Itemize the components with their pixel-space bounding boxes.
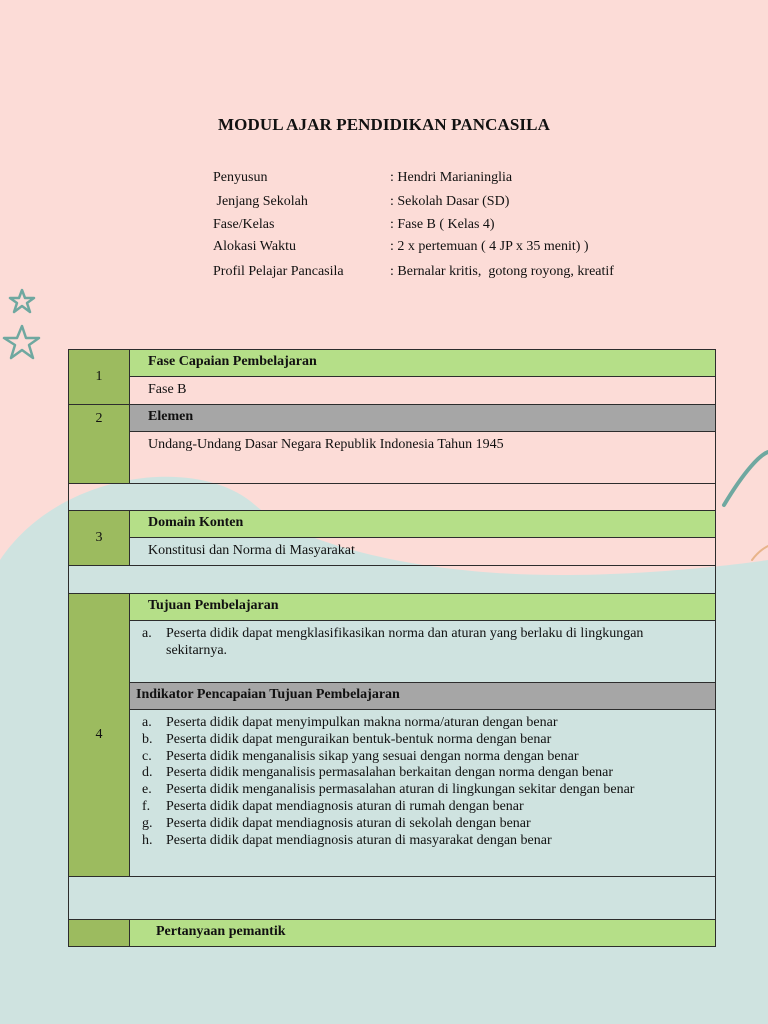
module-table [68, 349, 716, 947]
list-text: Peserta didik dapat mengklasifikasikan norma dan aturan yang berlaku di lingkungan sekitarnya. [166, 626, 644, 658]
list-marker: d. [142, 765, 153, 781]
section-content: Undang-Undang Dasar Negara Republik Indonesia Tahun 1945 [130, 432, 716, 484]
row-indikator-header [69, 683, 716, 710]
list-marker: h. [142, 832, 153, 848]
spacer-row [69, 484, 716, 511]
section-content [130, 621, 716, 683]
list-item [142, 782, 697, 799]
list-text: Peserta didik menganalisis permasalahan berkaitan dengan norma dengan benar [166, 765, 614, 781]
section-content [130, 710, 716, 877]
list-item [142, 799, 697, 816]
row-tujuan-header [69, 594, 716, 621]
list-text: Peserta didik dapat menyimpulkan makna norma/aturan dengan benar [166, 715, 558, 730]
list-marker: g. [142, 815, 153, 831]
list-item [142, 816, 697, 833]
row-domain-header [69, 511, 716, 538]
section-header: Fase Capaian Pembelajaran [130, 350, 716, 377]
section-header: Elemen [130, 405, 716, 432]
list-marker: f. [142, 798, 151, 814]
list-text: Peserta didik dapat mendiagnosis aturan di rumah dengan benar [166, 798, 524, 814]
list-marker: e. [142, 782, 152, 798]
section-header: Indikator Pencapaian Tujuan Pembelajaran [130, 683, 716, 710]
row-elemen-content [69, 432, 716, 484]
section-header: Tujuan Pembelajaran [130, 594, 716, 621]
goal-list [142, 626, 697, 660]
spacer-cell [69, 877, 716, 920]
list-item [142, 833, 697, 850]
list-item [142, 732, 697, 749]
spacer-row [69, 566, 716, 594]
section-content: Konstitusi dan Norma di Masyarakat [130, 538, 716, 566]
list-item [142, 626, 697, 660]
list-text: Peserta didik dapat mendiagnosis aturan di masyarakat dengan benar [166, 832, 552, 848]
section-header: Pertanyaan pemantik [130, 920, 716, 947]
spacer-cell [69, 566, 716, 594]
meta-value: : Sekolah Dasar (SD) [390, 194, 510, 209]
meta-value: : Bernalar kritis, gotong royong, kreatif [390, 264, 614, 279]
meta-value: : 2 x pertemuan ( 4 JP x 35 menit) ) [390, 239, 589, 254]
meta-label: Penyusun [213, 170, 268, 185]
list-item [142, 765, 697, 782]
row-number-empty [69, 920, 130, 947]
row-number: 1 [69, 350, 130, 405]
list-marker: c. [142, 748, 152, 764]
row-domain-content [69, 538, 716, 566]
row-number: 2 [69, 405, 130, 484]
list-text: Peserta didik dapat menguraikan bentuk-bentuk norma dengan benar [166, 731, 552, 747]
section-header: Domain Konten [130, 511, 716, 538]
list-text: Peserta didik menganalisis sikap yang sesuai dengan norma dengan benar [166, 748, 579, 764]
meta-value: : Fase B ( Kelas 4) [390, 217, 495, 232]
spacer-cell [69, 484, 716, 511]
row-number: 4 [69, 594, 130, 877]
row-tujuan-content [69, 621, 716, 683]
list-item [142, 715, 697, 732]
row-indikator-content [69, 710, 716, 877]
indicator-list [142, 715, 697, 849]
list-marker: b. [142, 731, 153, 747]
list-text: Peserta didik dapat mendiagnosis aturan di sekolah dengan benar [166, 815, 531, 831]
list-item [142, 749, 697, 766]
meta-label: Alokasi Waktu [213, 239, 296, 254]
row-number: 3 [69, 511, 130, 566]
meta-label: Jenjang Sekolah [213, 194, 308, 209]
row-elemen-header [69, 405, 716, 432]
row-pemantik-header [69, 920, 716, 947]
document-title: MODUL AJAR PENDIDIKAN PANCASILA [218, 115, 550, 134]
spacer-row [69, 877, 716, 920]
meta-value: : Hendri Marianinglia [390, 170, 513, 185]
section-content: Fase B [130, 377, 716, 405]
meta-label: Profil Pelajar Pancasila [213, 264, 344, 279]
meta-label: Fase/Kelas [213, 217, 275, 232]
list-marker: a. [142, 626, 152, 641]
list-marker: a. [142, 715, 152, 730]
row-fase-capaian-content [69, 377, 716, 405]
list-text: Peserta didik menganalisis permasalahan aturan di lingkungan sekitar dengan benar [166, 782, 635, 798]
row-fase-capaian-header [69, 350, 716, 377]
